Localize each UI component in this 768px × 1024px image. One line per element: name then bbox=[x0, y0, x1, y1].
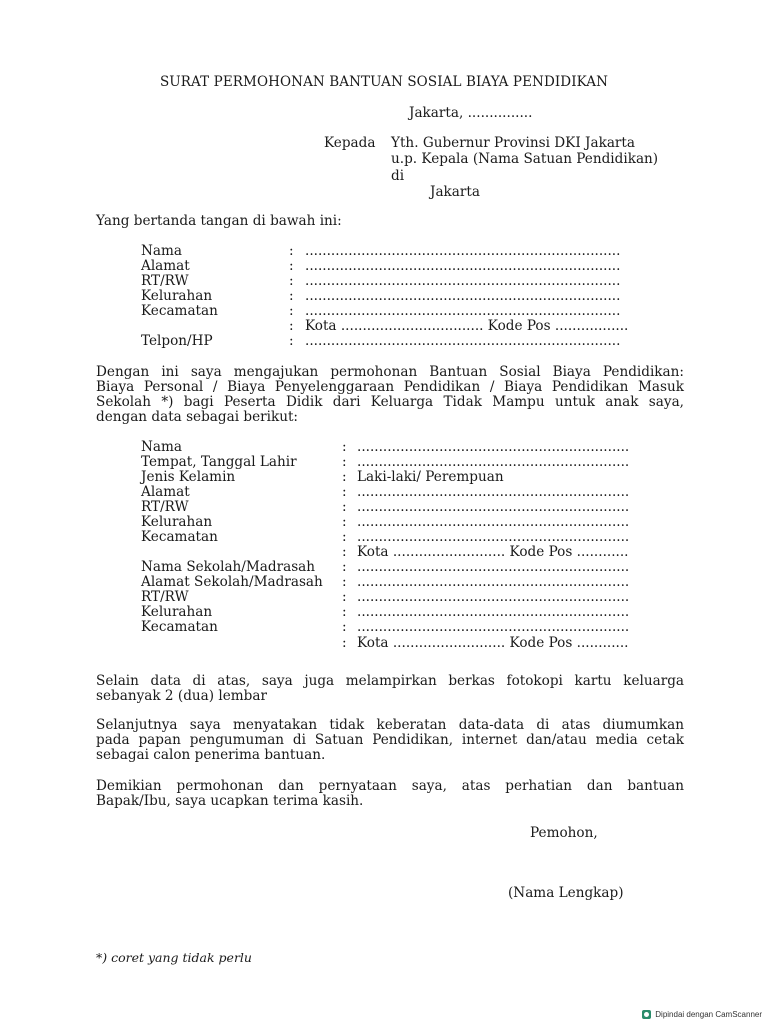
paragraph-line: sebagai calon penerima bantuan. bbox=[96, 747, 326, 763]
field-label: Kelurahan bbox=[141, 604, 213, 620]
field-colon: : bbox=[342, 484, 347, 500]
paragraph-line: pada papan pengumuman di Satuan Pendidikan, internet dan/atau media cetak bbox=[96, 732, 684, 748]
recipient-line1: Yth. Gubernur Provinsi DKI Jakarta bbox=[391, 135, 635, 151]
field-value: ............................................................... bbox=[357, 604, 630, 620]
field-label: Kecamatan bbox=[141, 529, 218, 545]
field-value: ............................................................... bbox=[357, 454, 630, 470]
paragraph-line: sebanyak 2 (dua) lembar bbox=[96, 688, 267, 704]
field-label: Alamat Sekolah/Madrasah bbox=[141, 574, 323, 590]
field-value: ............................................................... bbox=[357, 499, 630, 515]
consent-paragraph bbox=[96, 718, 684, 763]
paragraph-line: Dengan ini saya mengajukan permohonan Bantuan Sosial Biaya Pendidikan: bbox=[96, 364, 684, 380]
field-colon: : bbox=[342, 559, 347, 575]
field-colon: : bbox=[289, 333, 294, 349]
field-label: Kecamatan bbox=[141, 303, 218, 319]
field-label: Nama Sekolah/Madrasah bbox=[141, 559, 316, 575]
field-value: ............................................................... bbox=[357, 484, 630, 500]
field-label: Kelurahan bbox=[141, 288, 213, 304]
field-colon: : bbox=[342, 589, 347, 605]
recipient-kepada: Kepada bbox=[324, 135, 376, 151]
field-colon: : bbox=[342, 529, 347, 545]
date-line: Jakarta, ............... bbox=[409, 105, 533, 121]
field-colon: : bbox=[342, 635, 347, 651]
field-value: ............................................................... bbox=[357, 619, 630, 635]
field-label: RT/RW bbox=[141, 273, 189, 289]
field-value: ......................................................................... bbox=[305, 243, 621, 259]
field-label: Nama bbox=[141, 243, 182, 259]
field-colon: : bbox=[342, 574, 347, 590]
paragraph-line: dengan data sebagai berikut: bbox=[96, 409, 299, 425]
field-label: Kelurahan bbox=[141, 514, 213, 530]
field-colon: : bbox=[289, 258, 294, 274]
field-colon: : bbox=[342, 454, 347, 470]
paragraph-line: Bapak/Ibu, saya ucapkan terima kasih. bbox=[96, 793, 364, 809]
letter-title: SURAT PERMOHONAN BANTUAN SOSIAL BIAYA PENDIDIKAN bbox=[159, 74, 609, 90]
field-value: ............................................................... bbox=[357, 529, 630, 545]
field-label: Alamat bbox=[141, 484, 190, 500]
paragraph-line: Selain data di atas, saya juga melampirkan berkas fotokopi kartu keluarga bbox=[96, 673, 684, 689]
field-value: ......................................................................... bbox=[305, 288, 621, 304]
field-label: Alamat bbox=[141, 258, 190, 274]
recipient-di: di bbox=[391, 168, 405, 184]
field-label: RT/RW bbox=[141, 499, 189, 515]
field-value: ......................................................................... bbox=[305, 303, 621, 319]
field-value: Laki-laki/ Perempuan bbox=[357, 469, 504, 485]
camscanner-icon bbox=[642, 1010, 651, 1019]
field-colon: : bbox=[289, 243, 294, 259]
field-value: ......................................................................... bbox=[305, 333, 621, 349]
field-label: Kecamatan bbox=[141, 619, 218, 635]
field-label: RT/RW bbox=[141, 589, 189, 605]
signature-name: (Nama Lengkap) bbox=[508, 885, 624, 901]
signature-role: Pemohon, bbox=[530, 825, 598, 841]
field-value: ......................................................................... bbox=[305, 273, 621, 289]
field-colon: : bbox=[289, 288, 294, 304]
request-paragraph bbox=[96, 365, 684, 425]
attachment-paragraph bbox=[96, 674, 684, 704]
scanner-watermark bbox=[642, 1010, 762, 1019]
scanner-watermark-text: Dipindai dengan CamScanner bbox=[655, 1010, 762, 1019]
field-colon: : bbox=[342, 514, 347, 530]
field-colon: : bbox=[342, 469, 347, 485]
field-label: Tempat, Tanggal Lahir bbox=[141, 454, 297, 470]
field-value: ............................................................... bbox=[357, 574, 630, 590]
paragraph-line: Sekolah *) bagi Peserta Didik dari Keluarga Tidak Mampu untuk anak saya, bbox=[96, 394, 684, 410]
recipient-line2: u.p. Kepala (Nama Satuan Pendidikan) bbox=[391, 151, 659, 167]
field-colon: : bbox=[289, 303, 294, 319]
recipient-city: Jakarta bbox=[430, 184, 480, 200]
field-colon: : bbox=[342, 499, 347, 515]
paragraph-line: Selanjutnya saya menyatakan tidak keberatan data-data di atas diumumkan bbox=[96, 717, 684, 733]
field-label: Nama bbox=[141, 439, 182, 455]
field-value: ............................................................... bbox=[357, 439, 630, 455]
field-label: Jenis Kelamin bbox=[141, 469, 236, 485]
field-value: ............................................................... bbox=[357, 559, 630, 575]
footnote: *) coret yang tidak perlu bbox=[96, 950, 252, 965]
field-value: Kota .......................... Kode Pos ............ bbox=[357, 635, 629, 651]
field-colon: : bbox=[342, 544, 347, 560]
field-value: Kota ................................. Kode Pos ................. bbox=[305, 318, 629, 334]
field-label: Telpon/HP bbox=[141, 333, 213, 349]
field-value: ............................................................... bbox=[357, 514, 630, 530]
field-colon: : bbox=[289, 273, 294, 289]
field-value: Kota .......................... Kode Pos ............ bbox=[357, 544, 629, 560]
paragraph-line: Demikian permohonan dan pernyataan saya, atas perhatian dan bantuan bbox=[96, 778, 684, 794]
intro-text: Yang bertanda tangan di bawah ini: bbox=[96, 213, 342, 229]
paragraph-line: Biaya Personal / Biaya Penyelenggaraan Pendidikan / Biaya Pendidikan Masuk bbox=[96, 379, 684, 395]
field-value: ......................................................................... bbox=[305, 258, 621, 274]
closing-paragraph bbox=[96, 779, 684, 809]
field-value: ............................................................... bbox=[357, 589, 630, 605]
field-colon: : bbox=[289, 318, 294, 334]
field-colon: : bbox=[342, 604, 347, 620]
field-colon: : bbox=[342, 439, 347, 455]
field-colon: : bbox=[342, 619, 347, 635]
